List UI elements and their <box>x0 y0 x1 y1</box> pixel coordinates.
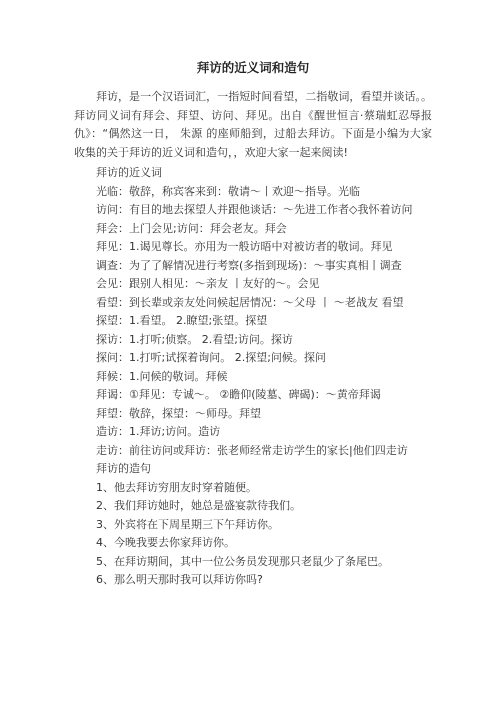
example-sentence: 2、我们拜访她时，她总是盛宴款待我们。 <box>96 499 301 512</box>
section-heading-sentences: 拜访的造句 <box>96 462 151 475</box>
synonym-entry: 探望：1.看望。 2.瞭望;张望。探望 <box>96 314 268 327</box>
intro-paragraph: 拜访，是一个汉语词汇，一指短时间看望，二指敬词，看望并谈话。。拜访同义词有拜会、拜望、访问、拜见。出自《醒世恒言·蔡瑞虹忍辱报仇》：“偶然这一日， 朱源 的座师船到，过船去拜访。下面是小编为大家收集的关于拜访的近义词和造句，，欢迎大家一起来阅读! <box>74 90 432 159</box>
synonym-entry: 调查：为了了解情况进行考察(多指到现场)：～事实真相丨调查 <box>96 258 402 272</box>
section-heading-synonyms: 拜访的近义词 <box>96 166 162 179</box>
synonym-entry: 探问：1.打听;试探着询问。 2.探望;问候。探问 <box>96 351 326 364</box>
synonym-entry: 拜谒：①拜见：专诚～。 ②瞻仰(陵墓、碑碣)：～黄帝拜谒 <box>96 388 381 401</box>
example-sentence: 5、在拜访期间，其中一位公务员发现那只老鼠少了条尾巴。 <box>96 554 389 568</box>
synonym-entry: 访问：有目的地去探望人并跟他谈话：～先进工作者◇我怀着访问 <box>96 203 413 216</box>
synonym-entry: 拜会：上门会见;访问：拜会老友。拜会 <box>96 221 287 235</box>
synonym-entry: 看望：到长辈或亲友处问候起居情况：～父母 丨 ～老战友 看望 <box>96 295 404 309</box>
synonym-entry: 探访：1.打听;侦察。 2.看望;访问。探访 <box>96 332 293 346</box>
synonym-entry: 拜望：敬辞，探望：～师母。拜望 <box>96 406 261 420</box>
synonym-entry: 光临：敬辞，称宾客来到：敬请～丨欢迎～指导。光临 <box>96 184 360 198</box>
synonym-entry: 拜候：1.问候的敬词。拜候 <box>96 369 228 383</box>
example-sentence: 1、他去拜访穷朋友时穿着随便。 <box>96 480 257 494</box>
synonym-entry: 造访：1.拜访;访问。造访 <box>96 425 221 438</box>
synonym-entry: 拜见：1.谒见尊长。亦用为一般访晤中对被访者的敬词。拜见 <box>96 240 393 253</box>
example-sentence: 4、今晚我要去你家拜访你。 <box>96 536 235 549</box>
document-title: 拜访的近义词和造句 <box>196 60 310 75</box>
synonym-entry: 走访：前往访问或拜访：张老师经常走访学生的家长|他们四走访 <box>96 443 408 457</box>
example-sentence: 6、那么明天那时我可以拜访你吗? <box>96 573 263 586</box>
synonym-entry: 会见：跟别人相见：～亲友 丨友好的～。会见 <box>96 277 320 290</box>
example-sentence: 3、外宾将在下周星期三下午拜访你。 <box>96 517 279 531</box>
